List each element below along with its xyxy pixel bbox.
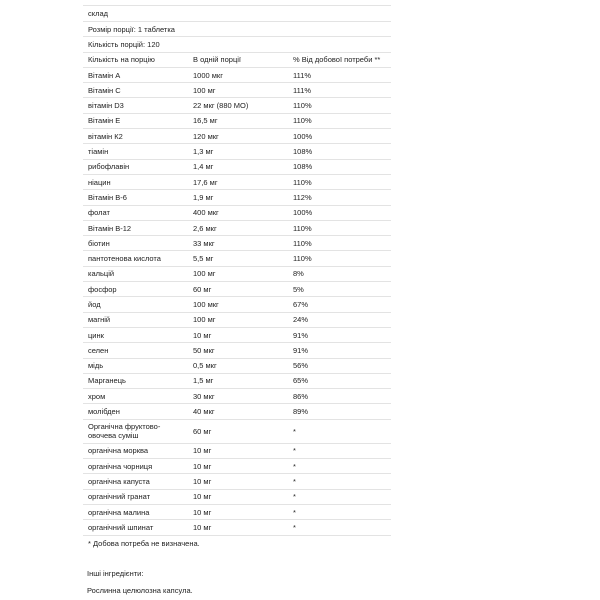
table-row: [83, 251, 391, 266]
table-row: [83, 282, 391, 297]
table-row: [83, 373, 391, 388]
table-row: [83, 205, 391, 220]
nutrient-name: рибофлавін: [83, 159, 188, 174]
daily-value: 24%: [288, 312, 391, 327]
other-ingredients-label: Інші інгредієнти:: [87, 569, 144, 578]
table-row: [83, 113, 391, 128]
header-per-serving: В одній порції: [188, 52, 288, 67]
daily-value: *: [288, 474, 391, 489]
nutrient-name: фосфор: [83, 282, 188, 297]
per-serving-amount: 2,6 мкг: [188, 220, 288, 235]
per-serving-amount: 1,9 мг: [188, 190, 288, 205]
nutrient-name: Вітамін A: [83, 67, 188, 82]
table-row: [83, 459, 391, 474]
serving-size: Розмір порції: 1 таблетка: [83, 22, 391, 37]
header-daily-value: % Від добової потреби **: [288, 52, 391, 67]
table-row: [83, 343, 391, 358]
table-row: [83, 419, 391, 443]
per-serving-amount: 100 мг: [188, 83, 288, 98]
per-serving-amount: 0,5 мкг: [188, 358, 288, 373]
nutrient-name: Органічна фруктово-овочева суміш: [83, 419, 188, 443]
header-amount-per-serving: Кількість на порцію: [83, 52, 188, 67]
table-row: [83, 474, 391, 489]
daily-value: 100%: [288, 205, 391, 220]
daily-value: 91%: [288, 327, 391, 342]
daily-value: 8%: [288, 266, 391, 281]
nutrient-name: органічна капуста: [83, 474, 188, 489]
daily-value: 67%: [288, 297, 391, 312]
footnote: * Добова потреба не визначена.: [88, 539, 200, 548]
daily-value: *: [288, 419, 391, 443]
table-row: [83, 443, 391, 458]
per-serving-amount: 10 мг: [188, 459, 288, 474]
table-row: [83, 404, 391, 419]
per-serving-amount: 100 мкг: [188, 297, 288, 312]
per-serving-amount: 10 мг: [188, 443, 288, 458]
table-row: [83, 236, 391, 251]
nutrient-name: хром: [83, 389, 188, 404]
nutrient-name: вітамін D3: [83, 98, 188, 113]
servings-count: Кількість порцій: 120: [83, 37, 391, 52]
daily-value: 110%: [288, 220, 391, 235]
per-serving-amount: 10 мг: [188, 504, 288, 519]
nutrient-name: органічна малина: [83, 504, 188, 519]
per-serving-amount: 60 мг: [188, 419, 288, 443]
table-row: [83, 144, 391, 159]
table-row: [83, 129, 391, 144]
per-serving-amount: 16,5 мг: [188, 113, 288, 128]
daily-value: 89%: [288, 404, 391, 419]
other-ingredients-value: Рослинна целюлозна капсула.: [87, 586, 193, 595]
daily-value: *: [288, 459, 391, 474]
daily-value: 100%: [288, 129, 391, 144]
daily-value: 65%: [288, 373, 391, 388]
daily-value: 56%: [288, 358, 391, 373]
nutrient-name: органічна чорниця: [83, 459, 188, 474]
nutrient-name: мідь: [83, 358, 188, 373]
per-serving-amount: 1,3 мг: [188, 144, 288, 159]
table-row: [83, 504, 391, 519]
nutrient-name: Вітамін B-6: [83, 190, 188, 205]
nutrient-name: фолат: [83, 205, 188, 220]
table-row: [83, 358, 391, 373]
daily-value: 110%: [288, 236, 391, 251]
table-row: [83, 83, 391, 98]
daily-value: *: [288, 443, 391, 458]
daily-value: 91%: [288, 343, 391, 358]
per-serving-amount: 1000 мкг: [188, 67, 288, 82]
table-title: склад: [83, 6, 391, 22]
per-serving-amount: 30 мкг: [188, 389, 288, 404]
nutrient-name: Вітамін B-12: [83, 220, 188, 235]
table-row: [83, 159, 391, 174]
per-serving-amount: 60 мг: [188, 282, 288, 297]
per-serving-amount: 33 мкг: [188, 236, 288, 251]
daily-value: 110%: [288, 113, 391, 128]
servings-row: [83, 37, 391, 52]
per-serving-amount: 10 мг: [188, 520, 288, 535]
table-row: [83, 67, 391, 82]
per-serving-amount: 40 мкг: [188, 404, 288, 419]
table-row: [83, 98, 391, 113]
per-serving-amount: 10 мг: [188, 474, 288, 489]
table-row: [83, 312, 391, 327]
nutrient-name: магній: [83, 312, 188, 327]
nutrient-name: органічна морква: [83, 443, 188, 458]
per-serving-amount: 5,5 мг: [188, 251, 288, 266]
daily-value: *: [288, 489, 391, 504]
daily-value: 110%: [288, 251, 391, 266]
nutrient-name: Вітамін Е: [83, 113, 188, 128]
table-row: [83, 389, 391, 404]
table-row: [83, 220, 391, 235]
table-row: [83, 266, 391, 281]
daily-value: 111%: [288, 67, 391, 82]
nutrient-name: органічний гранат: [83, 489, 188, 504]
table-row: [83, 520, 391, 535]
table-row: [83, 297, 391, 312]
nutrient-name: йод: [83, 297, 188, 312]
nutrient-name: молібден: [83, 404, 188, 419]
daily-value: 111%: [288, 83, 391, 98]
per-serving-amount: 100 мг: [188, 266, 288, 281]
table-row: [83, 489, 391, 504]
table-row: [83, 190, 391, 205]
footnote-row: [83, 535, 391, 552]
nutrient-name: ніацин: [83, 174, 188, 189]
daily-value: 86%: [288, 389, 391, 404]
per-serving-amount: 22 мкг (880 МО): [188, 98, 288, 113]
daily-value: 110%: [288, 174, 391, 189]
per-serving-amount: 120 мкг: [188, 129, 288, 144]
nutrient-name: вітамін К2: [83, 129, 188, 144]
nutrient-name: тіамін: [83, 144, 188, 159]
table-title-row: [83, 6, 391, 22]
daily-value: 110%: [288, 98, 391, 113]
supplement-facts: [83, 0, 391, 552]
table-row: [83, 327, 391, 342]
daily-value: 112%: [288, 190, 391, 205]
nutrient-name: кальцій: [83, 266, 188, 281]
daily-value: *: [288, 520, 391, 535]
daily-value: *: [288, 504, 391, 519]
table-row: [83, 174, 391, 189]
per-serving-amount: 10 мг: [188, 327, 288, 342]
nutrient-name: селен: [83, 343, 188, 358]
per-serving-amount: 10 мг: [188, 489, 288, 504]
daily-value: 108%: [288, 144, 391, 159]
nutrient-name: пантотенова кислота: [83, 251, 188, 266]
header-row: [83, 52, 391, 67]
nutrient-name: біотин: [83, 236, 188, 251]
nutrient-name: Марганець: [83, 373, 188, 388]
per-serving-amount: 1,4 мг: [188, 159, 288, 174]
nutrient-name: цинк: [83, 327, 188, 342]
daily-value: 5%: [288, 282, 391, 297]
serving-size-row: [83, 22, 391, 37]
nutrient-name: органічний шпинат: [83, 520, 188, 535]
daily-value: 108%: [288, 159, 391, 174]
nutrient-name: Вітамін C: [83, 83, 188, 98]
per-serving-amount: 17,6 мг: [188, 174, 288, 189]
per-serving-amount: 100 мг: [188, 312, 288, 327]
supplement-facts-table: [83, 6, 391, 552]
per-serving-amount: 400 мкг: [188, 205, 288, 220]
per-serving-amount: 50 мкг: [188, 343, 288, 358]
per-serving-amount: 1,5 мг: [188, 373, 288, 388]
